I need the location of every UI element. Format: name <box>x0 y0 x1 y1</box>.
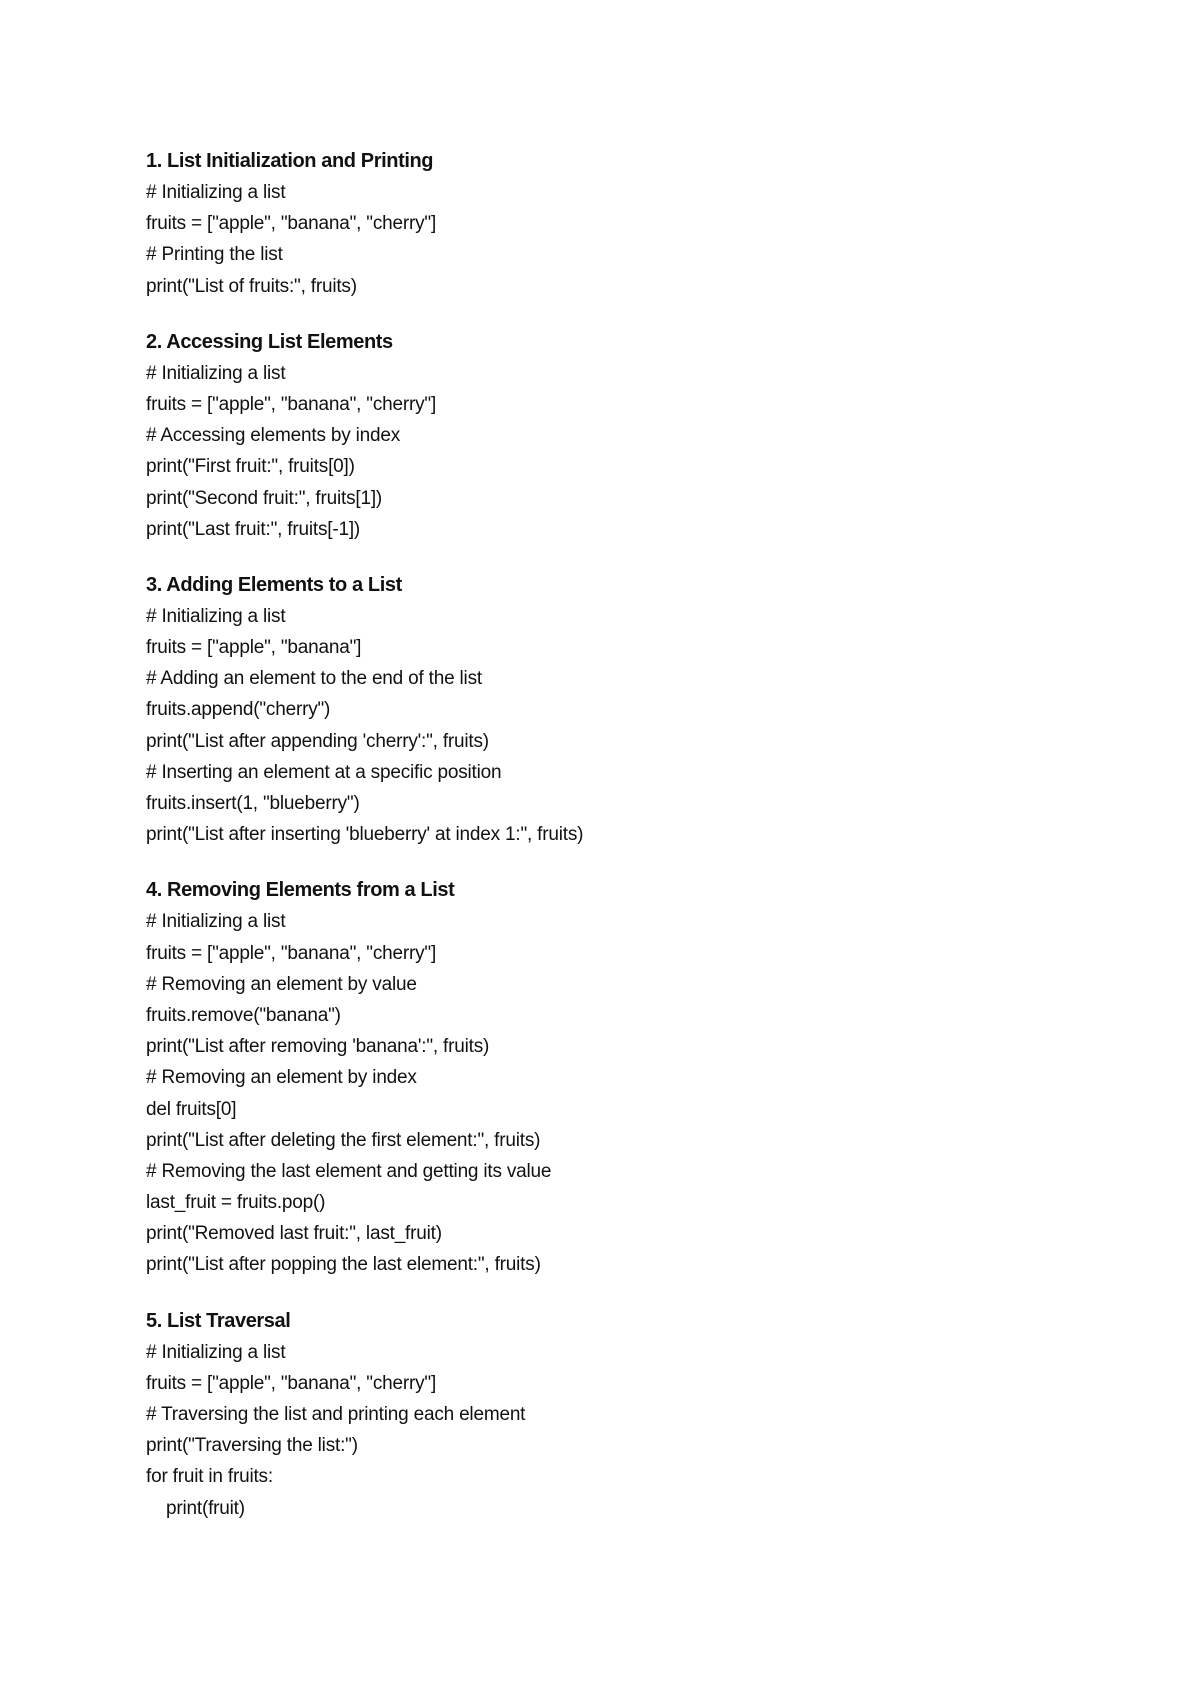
code-line: fruits = ["apple", "banana"] <box>146 637 362 659</box>
section-accessing-elements <box>146 327 1126 545</box>
code-line: last_fruit = fruits.pop() <box>146 1192 326 1214</box>
code-line: fruits.insert(1, "blueberry") <box>146 793 360 814</box>
code-line: # Adding an element to the end of the list <box>146 668 482 690</box>
section-title: 5. List Traversal <box>146 1309 291 1332</box>
section-title: 4. Removing Elements from a List <box>146 879 455 902</box>
code-line: fruits.append("cherry") <box>146 699 331 721</box>
section-title: 3. Adding Elements to a List <box>146 573 402 596</box>
code-line: del fruits[0] <box>146 1098 237 1120</box>
code-line: # Traversing the list and printing each element <box>146 1404 526 1425</box>
code-line: fruits = ["apple", "banana", "cherry"] <box>146 213 437 235</box>
code-line: fruits = ["apple", "banana", "cherry"] <box>146 393 437 415</box>
code-line: print("List after removing 'banana':", fruits) <box>146 1036 490 1058</box>
code-line: print("List after appending 'cherry':", fruits) <box>146 730 489 752</box>
code-line: fruits = ["apple", "banana", "cherry"] <box>146 942 437 964</box>
code-line: # Removing the last element and getting its value <box>146 1160 552 1182</box>
code-line: # Removing an element by value <box>146 973 417 995</box>
section-list-traversal <box>146 1306 1126 1524</box>
code-line: fruits = ["apple", "banana", "cherry"] <box>146 1372 437 1394</box>
code-line: print("List after inserting 'blueberry' at index 1:", fruits) <box>146 824 584 846</box>
code-line: # Initializing a list <box>146 362 286 384</box>
section-removing-elements <box>146 875 1126 1280</box>
code-line: # Printing the list <box>146 244 283 266</box>
code-line: # Inserting an element at a specific position <box>146 761 502 783</box>
section-list-initialization <box>146 146 1126 302</box>
code-line: # Initializing a list <box>146 1341 286 1363</box>
code-line: # Removing an element by index <box>146 1067 417 1089</box>
code-line: fruits.remove("banana") <box>146 1004 341 1026</box>
code-line: print("Traversing the list:") <box>146 1435 358 1457</box>
code-line: print("Second fruit:", fruits[1]) <box>146 487 383 509</box>
code-line: print("Last fruit:", fruits[-1]) <box>146 518 361 540</box>
code-line: for fruit in fruits: <box>146 1466 273 1488</box>
section-title: 2. Accessing List Elements <box>146 330 393 353</box>
code-line: print("List of fruits:", fruits) <box>146 275 357 297</box>
code-line: # Initializing a list <box>146 605 286 627</box>
code-line: print("List after popping the last element:", fruits) <box>146 1254 541 1276</box>
code-line-indented: print(fruit) <box>166 1497 245 1519</box>
code-line: # Initializing a list <box>146 182 286 203</box>
code-line: # Accessing elements by index <box>146 425 401 447</box>
code-line: print("Removed last fruit:", last_fruit) <box>146 1223 442 1245</box>
code-line: print("List after deleting the first element:", fruits) <box>146 1129 541 1151</box>
section-adding-elements <box>146 570 1126 851</box>
code-line: print("First fruit:", fruits[0]) <box>146 456 355 478</box>
code-line: # Initializing a list <box>146 911 286 933</box>
section-title: 1. List Initialization and Printing <box>146 150 434 172</box>
document-content <box>146 146 1126 1549</box>
